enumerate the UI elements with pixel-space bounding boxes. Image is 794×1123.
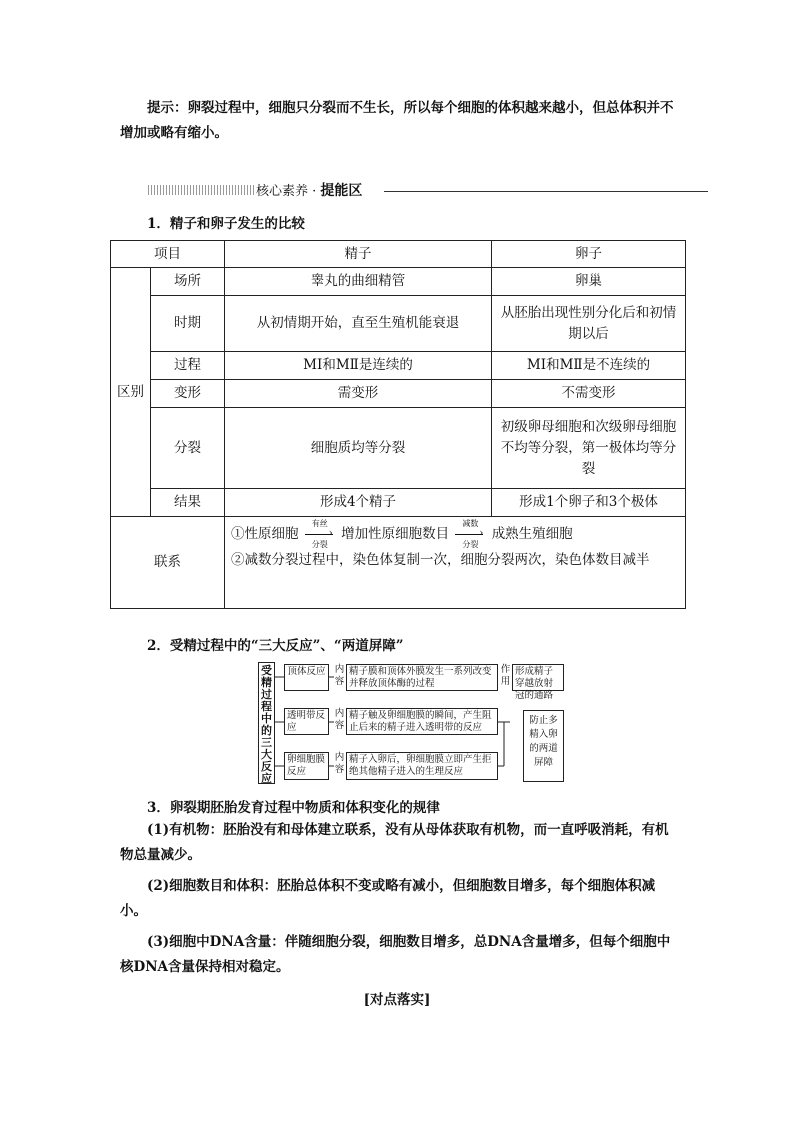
row-sperm: 形成4个精子 [225, 489, 492, 517]
header-item: 项目 [111, 241, 225, 268]
section-prefix: 核心素养 · [256, 184, 321, 199]
row-sperm: MⅠ和MⅡ是连续的 [225, 352, 492, 380]
row-egg: 不需变形 [492, 380, 686, 408]
row-item: 场所 [151, 268, 225, 296]
paragraph-2-text: (2)细胞数目和体积：胚胎总体积不变或略有减小，但细胞数目增多，每个细胞体积减小。 [120, 878, 656, 919]
effect-label: 作用 [500, 664, 511, 687]
arrow1-bottom: 分裂 [311, 539, 328, 549]
link-c: 成熟生殖细胞 [491, 526, 573, 542]
arrow-meiosis-icon: 减数 › 分裂 [453, 528, 487, 542]
row-sperm: 从初情期开始，直至生殖机能衰退 [225, 296, 492, 352]
table-row [111, 380, 686, 408]
reaction-membrane: 卵细胞膜反应 [284, 752, 329, 780]
link-b: 增加性原细胞数目 [341, 526, 450, 542]
footer-label: [对点落实] [363, 992, 431, 1008]
heading-3: 3．卵裂期胚胎发育过程中物质和体积变化的规律 [147, 800, 440, 816]
comparison-table [110, 240, 686, 609]
row-item: 结果 [151, 489, 225, 517]
row-item: 时期 [151, 296, 225, 352]
paragraph-3-text: (3)细胞中DNA含量：伴随细胞分裂，细胞数目增多，总DNA含量增多，但每个细胞中核DNA含量保持相对稳定。 [120, 934, 671, 975]
content-membrane: 精子入卵后，卵细胞膜立即产生拒绝其他精子进入的生理反应 [346, 752, 498, 780]
reaction-zona: 透明带反应 [284, 708, 329, 735]
paragraph-2 [120, 874, 680, 924]
heading-2: 2．受精过程中的“三大反应”、“两道屏障” [147, 638, 404, 654]
hint-paragraph [120, 96, 680, 146]
row-egg: 卵巢 [492, 268, 686, 296]
paragraph-3 [120, 930, 680, 980]
table-row [111, 268, 686, 296]
link-a: ①性原细胞 [231, 526, 299, 542]
fertilization-diagram [258, 662, 564, 784]
row-egg: 形成1个卵子和3个极体 [492, 489, 686, 517]
table-link-row [111, 517, 686, 609]
table-row [111, 296, 686, 352]
row-egg: 从胚胎出现性别分化后和初情期以后 [492, 296, 686, 352]
row-sperm: 睾丸的曲细精管 [225, 268, 492, 296]
row-sperm: 细胞质均等分裂 [225, 408, 492, 489]
link-label: 联系 [111, 517, 225, 609]
link-content [225, 517, 686, 609]
link-line-1 [231, 518, 679, 549]
content-zona: 精子触及卵细胞膜的瞬间，产生阻止后来的精子进入透明带的反应 [346, 708, 498, 735]
table-row [111, 489, 686, 517]
row-egg: MⅠ和MⅡ是不连续的 [492, 352, 686, 380]
row-item: 变形 [151, 380, 225, 408]
arrow2-top: 减数 [462, 518, 479, 528]
arrow1-top: 有丝 [311, 518, 328, 528]
content-label-3: 内容 [334, 752, 345, 775]
arrow-mitosis-icon: 有丝 › 分裂 [303, 528, 337, 542]
table-row [111, 408, 686, 489]
content-label-2: 内容 [334, 708, 345, 731]
link-line-2: ②减数分裂过程中，染色体复制一次，细胞分裂两次，染色体数目减半 [231, 552, 650, 568]
diagram-main-label: 受精过程中的三大反应 [258, 662, 275, 784]
section-title: 提能区 [320, 183, 363, 199]
table-header-row [111, 241, 686, 268]
group-label: 区别 [111, 268, 151, 517]
row-item: 分裂 [151, 408, 225, 489]
effect-acrosome: 形成精子穿越放射冠的通路 [512, 664, 564, 691]
header-sperm: 精子 [225, 241, 492, 268]
section-header [148, 180, 708, 202]
hint-text: 提示：卵裂过程中，细胞只分裂而不生长，所以每个细胞的体积越来越小，但总体积并不增加或略有缩小。 [120, 100, 674, 141]
content-label-1: 内容 [334, 664, 345, 687]
section-rule [384, 191, 708, 192]
paragraph-1 [120, 818, 680, 868]
heading-1: 1．精子和卵子发生的比较 [147, 216, 305, 232]
header-egg: 卵子 [492, 241, 686, 268]
row-egg: 初级卵母细胞和次级卵母细胞不均等分裂，第一极体均等分裂 [492, 408, 686, 489]
table-row [111, 352, 686, 380]
content-acrosome: 精子膜和顶体外膜发生一系列改变并释放顶体酶的过程 [346, 664, 498, 691]
paragraph-1-text: (1)有机物：胚胎没有和母体建立联系，没有从母体获取有机物，而一直呼吸消耗，有机物总量减少。 [120, 822, 669, 863]
barrier-box: 防止多精入卵的两道屏障 [523, 710, 564, 782]
arrow2-bottom: 分裂 [462, 539, 479, 549]
row-sperm: 需变形 [225, 380, 492, 408]
section-label [256, 180, 362, 200]
section-dots [148, 185, 254, 195]
row-item: 过程 [151, 352, 225, 380]
reaction-acrosome: 顶体反应 [284, 664, 329, 691]
